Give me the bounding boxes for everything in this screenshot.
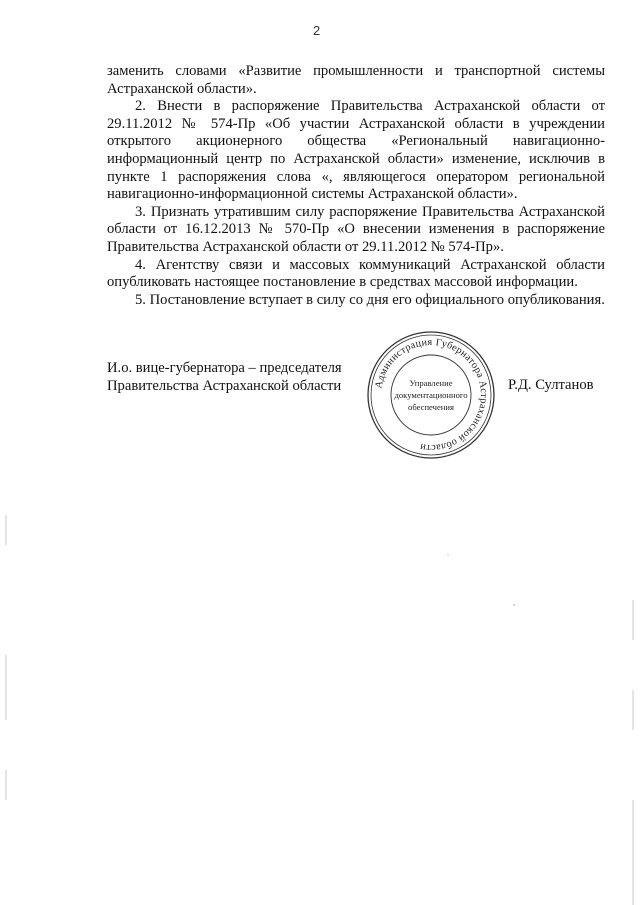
paragraph-item-3: 3. Признать утратившим силу распоряжение Правительства Астраханской области от 16.12.2013 № 570-Пр «О внесении изменения в распоряжение Правительства Астраханской области от 29.11.2012 № 574-Пр». (107, 203, 605, 255)
paragraph-item-2: 2. Внести в распоряжение Правительства Астраханской области от 29.11.2012 № 574-Пр «Об участии Астраханской области в учреждении открытого акционерного общества «Региональный навигационно-информационный центр по Астраханской области» изменение, исключив в пункте 1 распоряжения слова «, являющегося оператором региональной навигационно-информационной системы Астраханской области». (107, 98, 605, 203)
seal-center-line-2: документационного (394, 390, 468, 400)
signer-title-line-2: Правительства Астраханской области (107, 378, 342, 394)
paragraph-item-5: 5. Постановление вступает в силу со дня его официального опубликования. (135, 291, 605, 308)
seal-ring-text: Администрация Губернатора Астраханской области (373, 336, 490, 454)
paragraph-item-4: 4. Агентству связи и массовых коммуникаций Астраханской области опубликовать настоящее постановление в средствах массовой информации. (107, 256, 605, 291)
official-seal (364, 328, 498, 462)
signer-name: Р.Д. Султанов (508, 377, 594, 393)
seal-center-line-3: обеспечения (408, 402, 454, 412)
document-body (107, 63, 605, 309)
signer-title (107, 359, 342, 395)
seal-center-line-1: Управление (409, 378, 453, 388)
page-number: 2 (313, 23, 321, 38)
signer-title-line-1: И.о. вице-губернатора – председателя (107, 360, 342, 376)
paragraph-continuation: заменить словами «Развитие промышленности и транспортной системы Астраханской области». (107, 63, 605, 97)
